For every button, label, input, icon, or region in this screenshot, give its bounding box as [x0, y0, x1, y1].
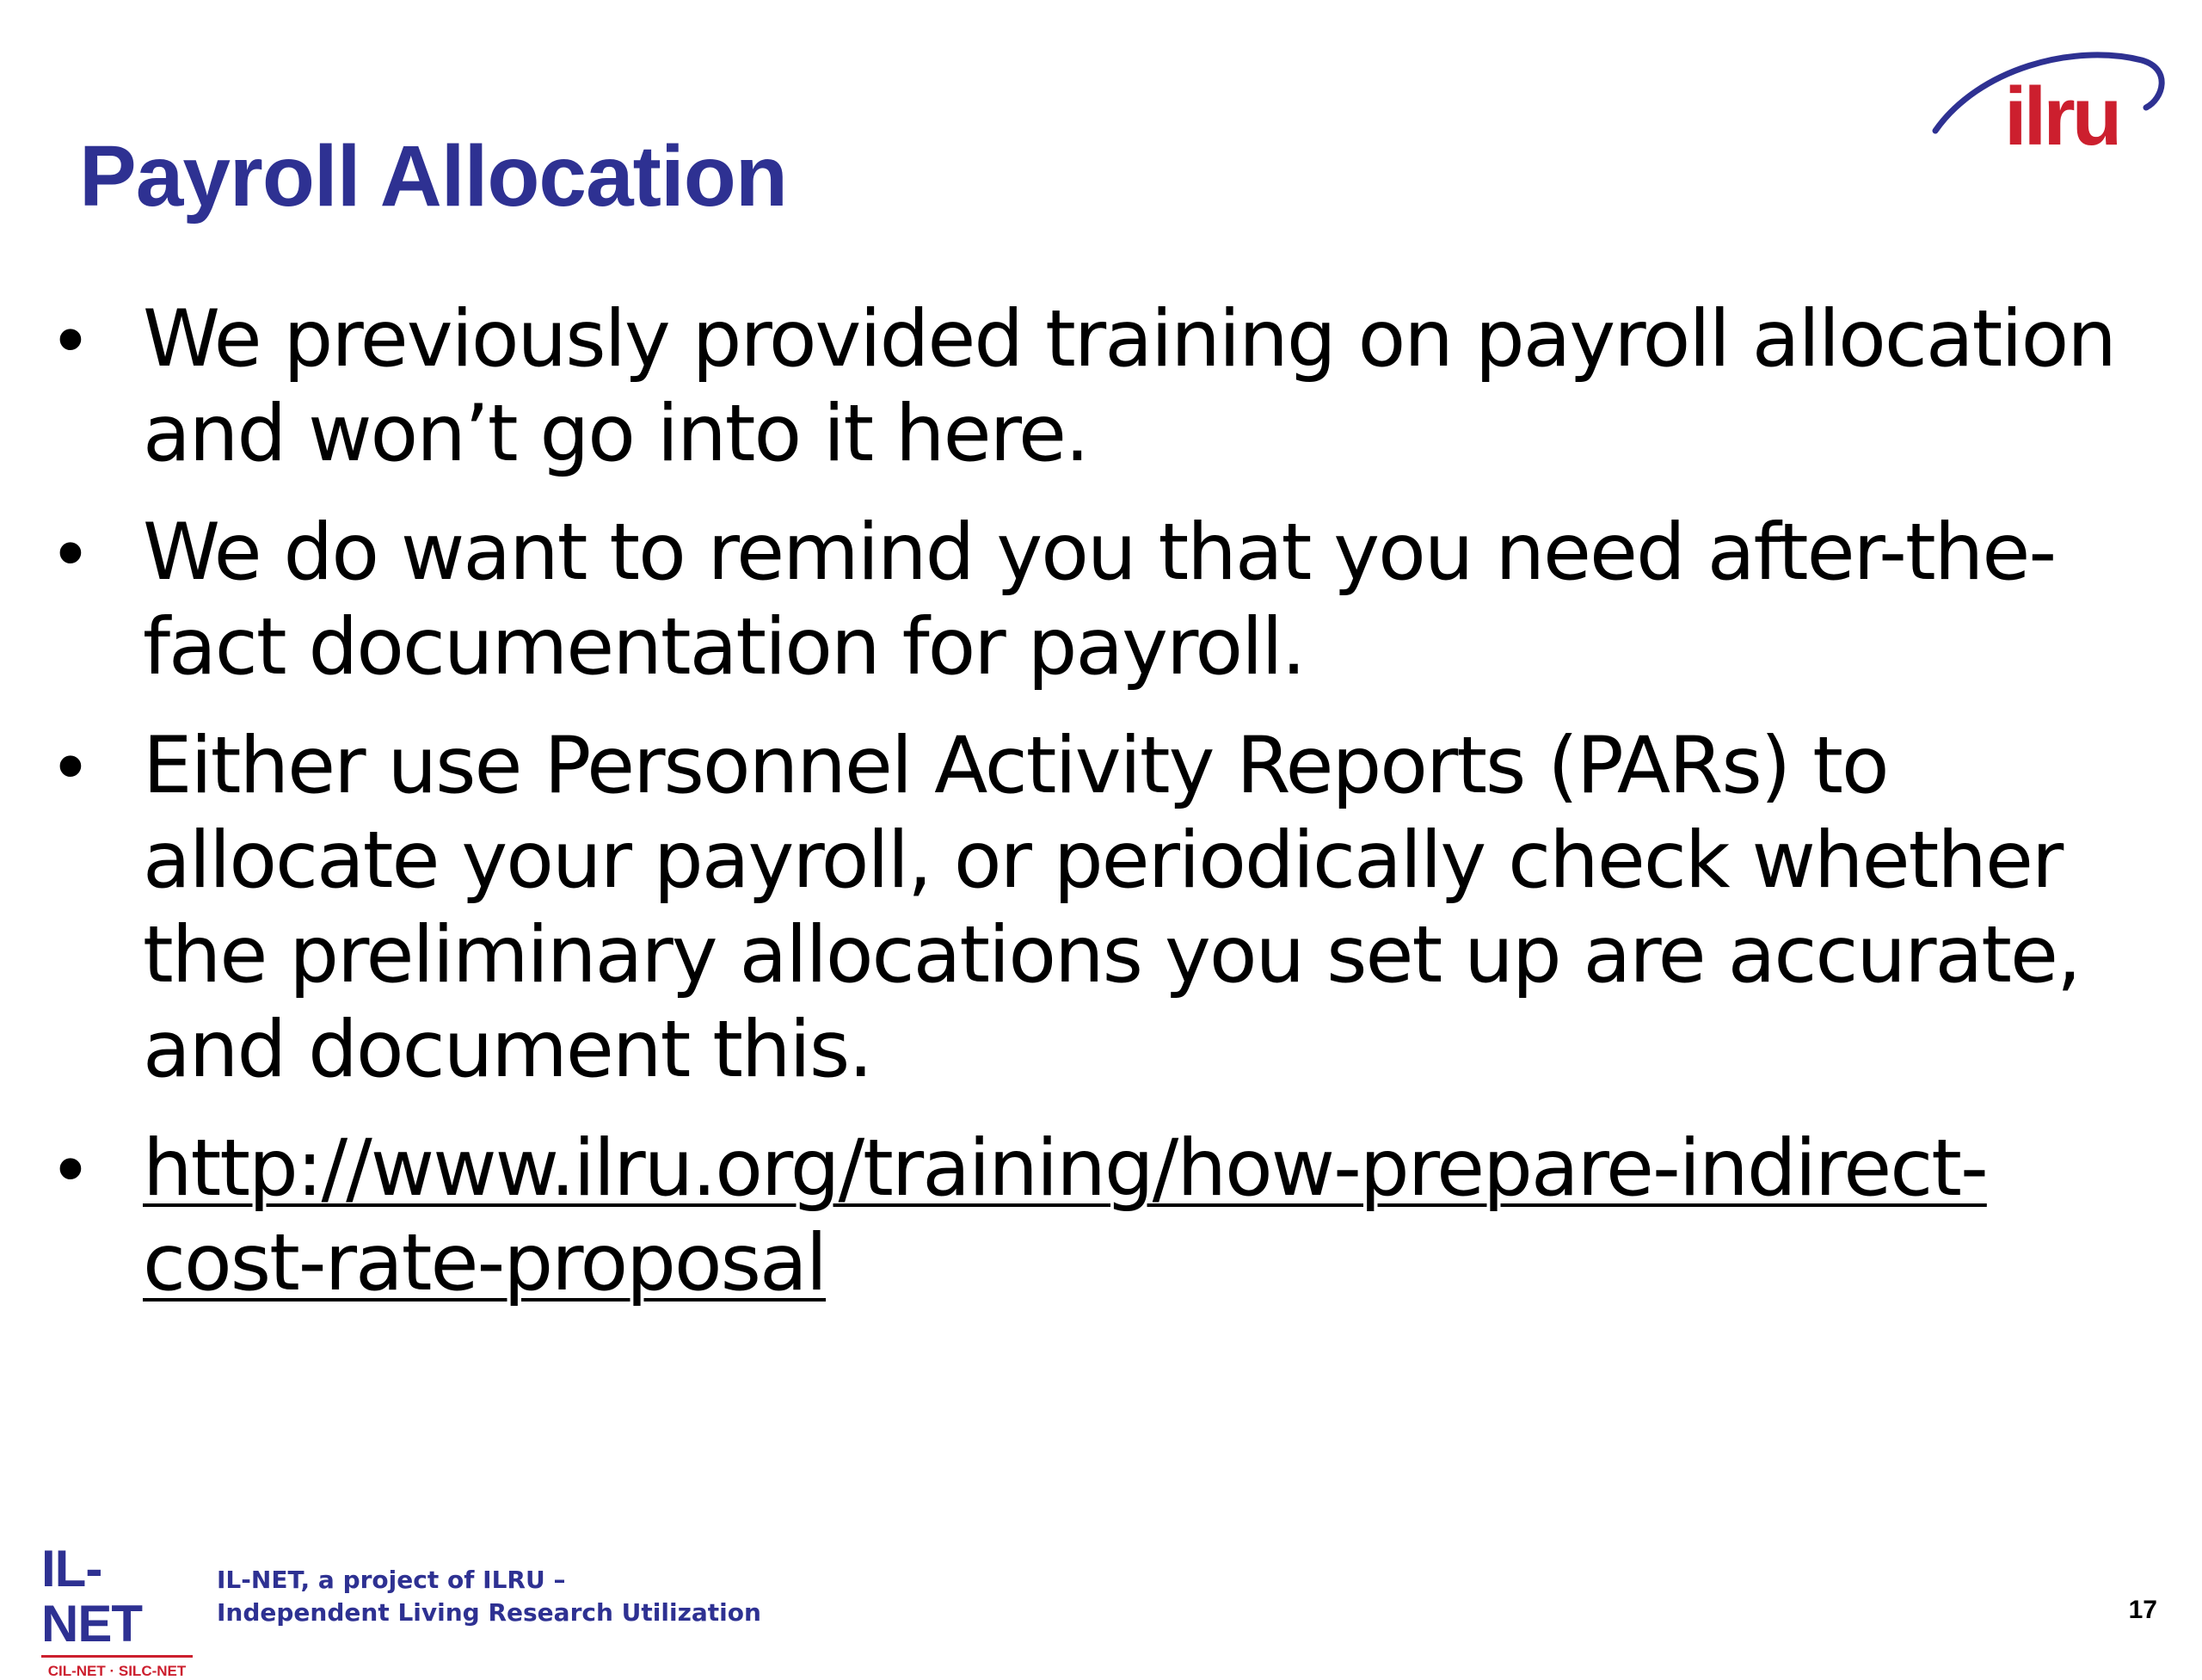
ilru-logo-text: ilru — [2004, 71, 2119, 163]
page-number: 17 — [2128, 1596, 2157, 1624]
bullet-list — [50, 292, 2149, 1335]
bullet-item — [50, 506, 2149, 695]
bullet-marker: • — [57, 509, 83, 596]
ilru-logo — [1927, 34, 2168, 163]
bullet-item — [50, 1122, 2149, 1311]
il-net-logo — [41, 1542, 196, 1680]
footer-line-2: Independent Living Research Utilization — [217, 1598, 761, 1627]
footer-line-1: IL-NET, a project of ILRU – — [217, 1566, 566, 1594]
bullet-marker: • — [57, 723, 83, 809]
slide-title: Payroll Allocation — [79, 128, 787, 225]
footer-credit — [217, 1564, 761, 1629]
training-link[interactable]: http://www.ilru.org/training/how-prepare-indirect-cost-rate-proposal — [143, 1123, 1987, 1308]
bullet-text: We do want to remind you that you need after-the-fact documentation for payroll. — [143, 508, 2056, 692]
bullet-text: Either use Personnel Activity Reports (PARs) to allocate your payroll, or periodically check whether the preliminary allocations you set up are accurate, and document this. — [143, 721, 2080, 1095]
bullet-text: We previously provided training on payroll allocation and won’t go into it here. — [143, 294, 2115, 479]
bullet-item — [50, 719, 2149, 1098]
bullet-marker: • — [57, 1125, 83, 1212]
il-net-logo-text: IL-NET — [41, 1540, 142, 1652]
bullet-marker: • — [57, 296, 83, 383]
il-net-logo-rule — [41, 1655, 193, 1658]
bullet-item — [50, 292, 2149, 482]
il-net-logo-subtext: CIL-NET · SILC-NET — [47, 1663, 187, 1679]
